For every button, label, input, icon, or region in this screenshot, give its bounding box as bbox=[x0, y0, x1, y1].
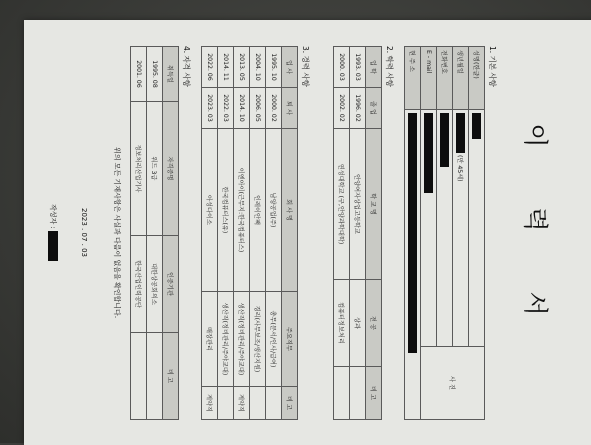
table-row bbox=[234, 47, 250, 420]
table-row bbox=[350, 47, 366, 420]
table-cell: 2022. 06 bbox=[202, 47, 218, 88]
page-title: 이 력 서 bbox=[521, 123, 550, 342]
column-header: 졸 업 bbox=[366, 88, 382, 129]
table-row bbox=[250, 47, 266, 420]
table-row bbox=[334, 47, 350, 420]
column-header: 취득일 bbox=[163, 47, 179, 102]
table-cell: 워드 3급 bbox=[147, 102, 163, 236]
table-cell: 2004. 10 bbox=[250, 47, 266, 88]
column-header: 학 교 명 bbox=[366, 129, 382, 280]
column-header: 입 사 bbox=[282, 47, 298, 88]
career-heading: 3. 경력 사항 bbox=[301, 46, 310, 87]
table-cell bbox=[350, 367, 366, 420]
resume-sheet bbox=[24, 20, 591, 445]
table-cell: 2000. 03 bbox=[334, 47, 350, 88]
basic-info-table bbox=[404, 46, 485, 420]
table-cell: 1996. 02 bbox=[350, 88, 366, 129]
education-table bbox=[333, 46, 382, 420]
basic-heading: 1. 기본 사항 bbox=[488, 46, 497, 87]
column-header: 자격증명 bbox=[163, 102, 179, 236]
table-cell: 2006. 05 bbox=[250, 88, 266, 129]
table-cell bbox=[218, 387, 234, 420]
table-cell: 대한상공회의소 bbox=[147, 236, 163, 333]
table-header-row bbox=[366, 47, 382, 420]
basic-label: 성명(한글) bbox=[469, 47, 485, 110]
basic-label: 생년월일 bbox=[453, 47, 469, 110]
table-row bbox=[131, 47, 147, 420]
column-header: 퇴 사 bbox=[282, 88, 298, 129]
table-cell: 한국컴퓨터스(유) bbox=[218, 129, 234, 292]
statement: 위의 모든 기재사항은 사실과 다름이 없음을 확인합니다. bbox=[113, 146, 121, 319]
table-cell bbox=[250, 387, 266, 420]
table-row bbox=[218, 47, 234, 420]
table-header-row bbox=[163, 47, 179, 420]
basic-label: 현 주 소 bbox=[405, 47, 421, 110]
table-cell: 1993. 03 bbox=[350, 47, 366, 88]
table-cell: 2013. 05 bbox=[234, 47, 250, 88]
education-heading: 2. 학력 사항 bbox=[385, 46, 394, 87]
table-cell: 2002. 02 bbox=[334, 88, 350, 129]
table-cell: 총무(문서/인사/급여) bbox=[266, 292, 282, 387]
redacted-block bbox=[424, 113, 433, 193]
table-cell: 한국산업인력공단 bbox=[131, 236, 147, 333]
table-cell: 2014. 11 bbox=[218, 47, 234, 88]
redacted-block bbox=[408, 113, 417, 353]
table-cell bbox=[131, 333, 147, 420]
redacted-signature bbox=[48, 231, 58, 261]
table-row bbox=[469, 47, 485, 420]
table-cell bbox=[147, 333, 163, 420]
table-row bbox=[266, 47, 282, 420]
basic-value: (만 45세) bbox=[456, 154, 464, 182]
license-table bbox=[130, 46, 179, 420]
table-row bbox=[202, 47, 218, 420]
table-cell: 1995. 08 bbox=[147, 47, 163, 102]
table-cell bbox=[334, 367, 350, 420]
table-cell: 정보처리산업기사 bbox=[131, 102, 147, 236]
resume-page-rotated bbox=[26, 20, 578, 445]
table-cell: 연성대학교 (구,안양과학대학) bbox=[334, 129, 350, 280]
table-cell: 아성다이소 bbox=[202, 129, 218, 292]
column-header: 회 사 명 bbox=[282, 129, 298, 292]
table-cell: 2023. 03 bbox=[202, 88, 218, 129]
column-header: 비 고 bbox=[282, 387, 298, 420]
table-cell: 매장관리 bbox=[202, 292, 218, 387]
basic-label: E - mail bbox=[421, 47, 437, 110]
table-cell: 2014. 10 bbox=[234, 88, 250, 129]
redacted-block bbox=[456, 113, 465, 153]
table-cell: 생산직(정비관리/주야교대) bbox=[218, 292, 234, 387]
table-cell: 상과 bbox=[350, 280, 366, 367]
redacted-block bbox=[440, 113, 449, 167]
table-cell: 2000. 02 bbox=[266, 88, 282, 129]
table-header-row bbox=[282, 47, 298, 420]
table-cell: 2022. 03 bbox=[218, 88, 234, 129]
table-cell: 2001. 06 bbox=[131, 47, 147, 102]
signed-date: 2023 . 07 . 03 bbox=[80, 208, 88, 257]
table-cell: 1995. 10 bbox=[266, 47, 282, 88]
table-cell: 인레이안팩 bbox=[250, 129, 266, 292]
table-cell: 이엔아이(근무지:한국컴퓨터스) bbox=[234, 129, 250, 292]
signer-label: 작성자 : bbox=[49, 203, 57, 229]
table-cell: 남양공업(주) bbox=[266, 129, 282, 292]
table-row bbox=[147, 47, 163, 420]
column-header: 비 고 bbox=[366, 367, 382, 420]
photo-box: 사 진 bbox=[421, 347, 485, 420]
table-row bbox=[405, 47, 421, 420]
column-header: 전 공 bbox=[366, 280, 382, 367]
redacted-block bbox=[472, 113, 481, 139]
signature-line bbox=[48, 20, 58, 445]
career-table bbox=[201, 46, 298, 420]
column-header: 인증기관 bbox=[163, 236, 179, 333]
table-cell: 계약직 bbox=[202, 387, 218, 420]
table-cell: 경리(사무보조/생산지원) bbox=[250, 292, 266, 387]
column-header: 비 고 bbox=[163, 333, 179, 420]
column-header: 입 학 bbox=[366, 47, 382, 88]
table-cell: 컴퓨터정보처리 bbox=[334, 280, 350, 367]
table-cell: 생산직(정비관리/주야교대) bbox=[234, 292, 250, 387]
table-cell: 계약직 bbox=[234, 387, 250, 420]
table-cell: 안양여자상업고등학교 bbox=[350, 129, 366, 280]
table-cell bbox=[266, 387, 282, 420]
column-header: 주요직무 bbox=[282, 292, 298, 387]
basic-label: 전화번호 bbox=[437, 47, 453, 110]
license-heading: 4. 자격 사항 bbox=[182, 46, 191, 87]
